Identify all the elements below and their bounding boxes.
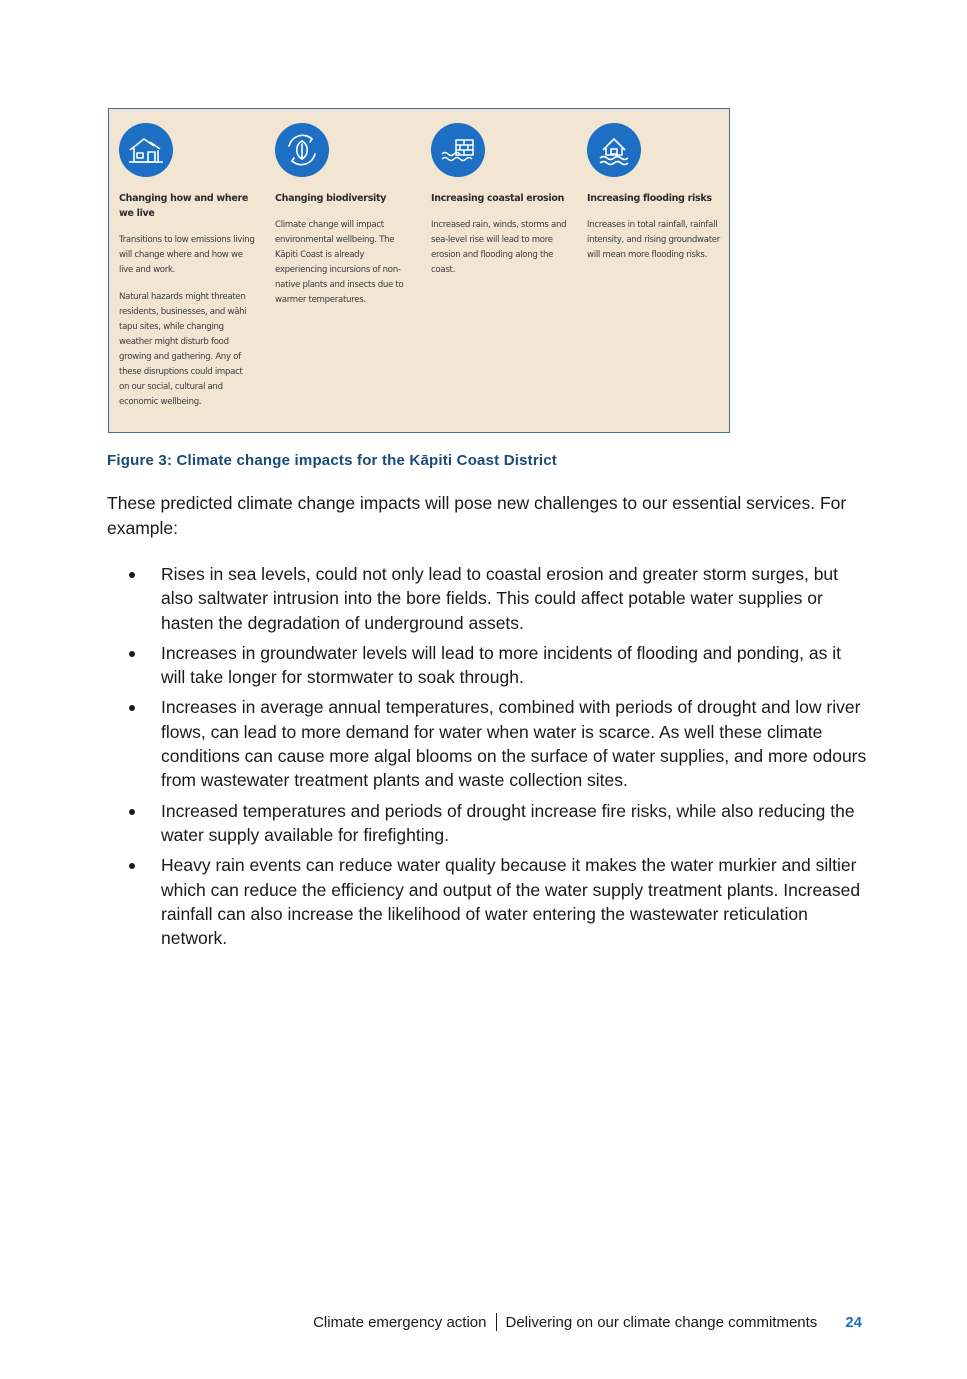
impact-text: Natural hazards might threaten residents, businesses, and wāhi tapu sites, while changing weather might disturb food growing and gathering. Any of these disruptions could impact on our social, cultural and economic wellbeing. [119,292,247,407]
list-item-text: Heavy rain events can reduce water quality because it makes the water murkier and siltier which can reduce the efficiency and output of the water supply treatment plants. Increased rainfall can also increase the likelihood of water entering the wastewater reticulation network. [161,855,861,949]
page-number: 24 [845,1313,862,1331]
footer-section-title: Climate emergency action [313,1313,487,1331]
list-item [107,799,867,848]
impact-title: Changing biodiversity [275,193,387,204]
wall-waves-icon [431,123,485,177]
list-item-text: Increases in groundwater levels will lead to more incidents of flooding and ponding, as it will take longer for stormwater to soak through. [161,642,841,688]
intro-paragraph: These predicted climate change impacts will pose new challenges to our essential services. For example: [107,493,847,538]
page-footer [313,1313,862,1331]
impact-text: Increased rain, winds, storms and sea-level rise will lead to more erosion and flooding along the coast. [431,220,567,275]
list-item-text: Increases in average annual temperatures, combined with periods of drought and low river flows, can lead to more demand for water when water is scarce. As well these climate conditions can cause more algal blooms on the surface of water supplies, and more odours from wastewater treatment plants and waste collection sites. [161,697,867,791]
impact-title: Increasing flooding risks [587,193,712,204]
impact-text: Transitions to low emissions living will change where and how we live and work. [119,235,255,275]
impact-column-living [119,123,255,422]
impact-column-biodiversity [275,123,411,320]
list-item [107,695,867,792]
footer-divider [496,1313,497,1331]
impact-title: Changing how and where we live [119,193,249,219]
list-item-text: Rises in sea levels, could not only lead to coastal erosion and greater storm surges, but also saltwater intrusion into the bore fields. This could affect potable water supplies or hasten the degradation of underground assets. [161,564,839,633]
impact-text: Climate change will impact environmental wellbeing. The Kāpiti Coast is already experiencing incursions of non-native plants and insects due to warmer temperatures. [275,220,404,305]
list-item [107,853,867,950]
figure-panel [108,108,730,433]
figure-caption: Figure 3: Climate change impacts for the Kāpiti Coast District [107,452,557,469]
leaf-cycle-icon [275,123,329,177]
impact-text: Increases in total rainfall, rainfall intensity, and rising groundwater will mean more flooding risks. [587,220,721,260]
list-item-text: Increased temperatures and periods of drought increase fire risks, while also reducing the water supply available for firefighting. [161,800,855,845]
bullet-icon [129,705,135,711]
house-icon [119,123,173,177]
bullet-icon [129,809,135,815]
impact-column-flooding [587,123,723,275]
impact-bullet-list [107,562,867,956]
footer-chapter-title: Delivering on our climate change commitments [505,1313,818,1331]
bullet-icon [129,572,135,578]
list-item [107,562,867,635]
flooded-house-icon [587,123,641,177]
impact-column-erosion [431,123,567,290]
list-item [107,641,867,690]
bullet-icon [129,651,135,657]
bullet-icon [129,863,135,869]
impact-title: Increasing coastal erosion [431,193,565,204]
